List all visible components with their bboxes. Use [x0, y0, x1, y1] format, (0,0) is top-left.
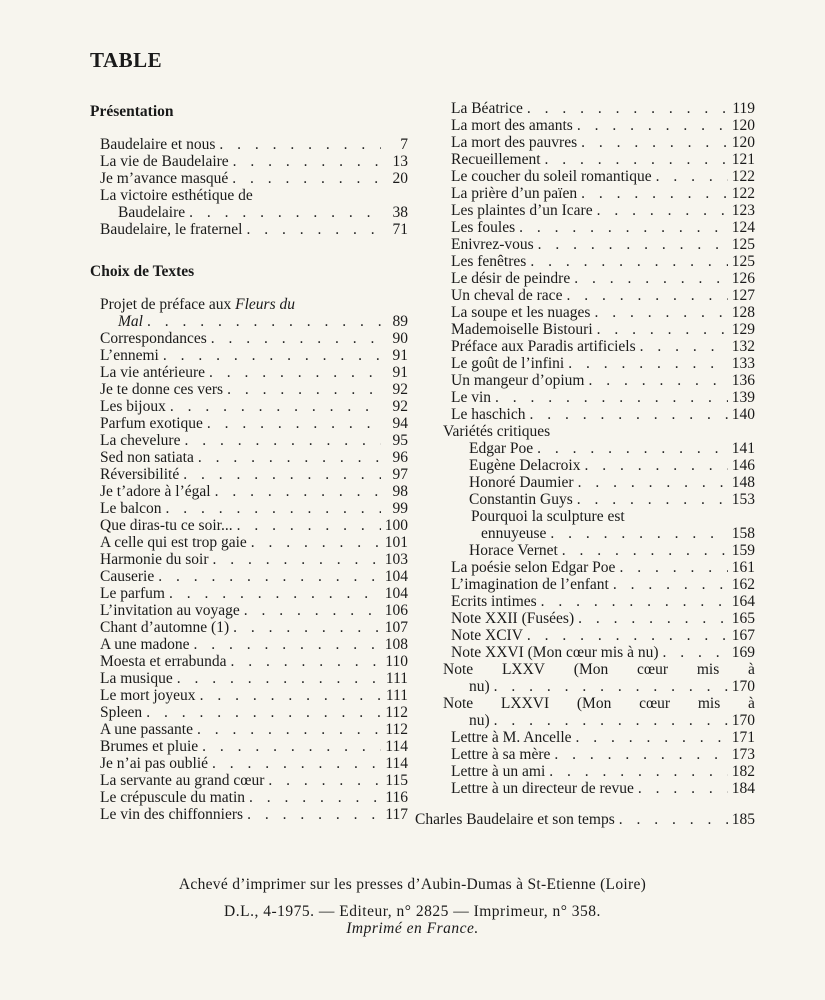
toc-entry: Eugène Delacroix . . . 146	[433, 457, 755, 474]
toc-entry-line1: Pourquoi la sculpture est	[471, 508, 625, 525]
toc-entry: La servante au grand cœur . . . 115	[90, 772, 408, 789]
toc-entry: ennuyeuse . . . 158	[433, 525, 755, 542]
toc-entry: L’ennemi . . . 91	[90, 347, 408, 364]
toc-entry: A une madone . . . 108	[90, 636, 408, 653]
toc-entry: Baudelaire et nous . . . 7	[90, 136, 408, 153]
toc-entry: Note XXVI (Mon cœur mis à nu) . . . 169	[433, 644, 755, 661]
toc-entry: La chevelure . . . 95	[90, 432, 408, 449]
toc-entry: La poésie selon Edgar Poe . . . 161	[433, 559, 755, 576]
toc-entry: Lettre à un directeur de revue . . . 184	[433, 780, 755, 797]
section-heading-choix-de-textes: Choix de Textes	[90, 263, 195, 280]
toc-entry: Mal . . . 89	[90, 313, 408, 330]
toc-entry: Les plaintes d’un Icare . . . 123	[433, 202, 755, 219]
toc-entry: Causerie . . . 104	[90, 568, 408, 585]
toc-entry: Je n’ai pas oublié . . . 114	[90, 755, 408, 772]
toc-entry: La mort des pauvres . . . 120	[433, 134, 755, 151]
toc-entry: Ecrits intimes . . . 164	[433, 593, 755, 610]
colophon-legal: D.L., 4-1975. — Editeur, n° 2825 — Imprimeur, n° 358.	[224, 903, 601, 920]
toc-entry: Brumes et pluie . . . 114	[90, 738, 408, 755]
toc-entry: Je m’avance masqué . . . 20	[90, 170, 408, 187]
toc-entry: Le haschich . . . 140	[433, 406, 755, 423]
toc-entry: Enivrez-vous . . . 125	[433, 236, 755, 253]
toc-entry: Horace Vernet . . . 159	[433, 542, 755, 559]
toc-entry: Le vin des chiffonniers . . . 117	[90, 806, 408, 823]
toc-entry-line1: Projet de préface aux Fleurs du	[100, 296, 295, 313]
toc-entry: Les fenêtres . . . 125	[433, 253, 755, 270]
toc-entry: nu) . . . 170	[433, 678, 755, 695]
toc-entry: La vie antérieure . . . 91	[90, 364, 408, 381]
toc-entry: Que diras-tu ce soir... . . . 100	[90, 517, 408, 534]
toc-entry: Baudelaire, le fraternel . . . 71	[90, 221, 408, 238]
toc-subheading-varietes: Variétés critiques	[443, 423, 551, 440]
toc-entry: Le coucher du soleil romantique . . . 122	[433, 168, 755, 185]
toc-entry: Correspondances . . . 90	[90, 330, 408, 347]
toc-entry: Note XXII (Fusées) . . . 165	[433, 610, 755, 627]
toc-entry: Harmonie du soir . . . 103	[90, 551, 408, 568]
toc-entry: Le crépuscule du matin . . . 116	[90, 789, 408, 806]
page-title: TABLE	[90, 48, 163, 72]
toc-entry: Un mangeur d’opium . . . 136	[433, 372, 755, 389]
toc-entry: Le parfum . . . 104	[90, 585, 408, 602]
toc-entry-line1: Note LXXVI (Mon cœur mis à	[443, 695, 755, 712]
toc-entry: La vie de Baudelaire . . . 13	[90, 153, 408, 170]
toc-entry: A celle qui est trop gaie . . . 101	[90, 534, 408, 551]
toc-entry: Réversibilité . . . 97	[90, 466, 408, 483]
toc-entry: Le mort joyeux . . . 111	[90, 687, 408, 704]
toc-entry: Moesta et errabunda . . . 110	[90, 653, 408, 670]
colophon-printer: Achevé d’imprimer sur les presses d’Aubin-Dumas à St-Etienne (Loire)	[178, 876, 647, 893]
toc-entry: L’imagination de l’enfant . . . 162	[433, 576, 755, 593]
toc-entry: La prière d’un païen . . . 122	[433, 185, 755, 202]
toc-entry-line1: La victoire esthétique de	[100, 187, 253, 204]
toc-entry: Lettre à M. Ancelle . . . 171	[433, 729, 755, 746]
toc-entry: La soupe et les nuages . . . 128	[433, 304, 755, 321]
toc-entry: La musique . . . 111	[90, 670, 408, 687]
toc-entry: La Béatrice . . . 119	[433, 100, 755, 117]
toc-entry: L’invitation au voyage . . . 106	[90, 602, 408, 619]
toc-entry: Note XCIV . . . 167	[433, 627, 755, 644]
toc-entry: Lettre à un ami . . . 182	[433, 763, 755, 780]
toc-entry: Le goût de l’infini . . . 133	[433, 355, 755, 372]
toc-entry: Honoré Daumier . . . 148	[433, 474, 755, 491]
toc-entry: Le vin . . . 139	[433, 389, 755, 406]
section-heading-presentation: Présentation	[90, 103, 174, 120]
toc-left-column	[90, 100, 408, 823]
toc-entry: Préface aux Paradis artificiels . . . 132	[433, 338, 755, 355]
toc-entry: Lettre à sa mère . . . 173	[433, 746, 755, 763]
toc-entry: Un cheval de race . . . 127	[433, 287, 755, 304]
toc-entry: nu) . . . 170	[433, 712, 755, 729]
toc-entry: Edgar Poe . . . 141	[433, 440, 755, 457]
toc-entry: Baudelaire . . . 38	[90, 204, 408, 221]
toc-entry: Parfum exotique . . . 94	[90, 415, 408, 432]
toc-entry: Chant d’automne (1) . . . 107	[90, 619, 408, 636]
toc-entry-last: Charles Baudelaire et son temps . . . 185	[415, 811, 755, 828]
toc-entry-line1: Note LXXV (Mon cœur mis à	[443, 661, 755, 678]
toc-entry: Les bijoux . . . 92	[90, 398, 408, 415]
toc-entry: Mademoiselle Bistouri . . . 129	[433, 321, 755, 338]
toc-right-column	[415, 100, 755, 828]
toc-entry: A une passante . . . 112	[90, 721, 408, 738]
toc-entry: Constantin Guys . . . 153	[433, 491, 755, 508]
toc-entry: Je te donne ces vers . . . 92	[90, 381, 408, 398]
toc-entry: Sed non satiata . . . 96	[90, 449, 408, 466]
toc-entry: Recueillement . . . 121	[433, 151, 755, 168]
toc-entry: Le désir de peindre . . . 126	[433, 270, 755, 287]
toc-entry: Spleen . . . 112	[90, 704, 408, 721]
toc-entry: Je t’adore à l’égal . . . 98	[90, 483, 408, 500]
colophon-country: Imprimé en France.	[346, 920, 479, 937]
toc-entry: Les foules . . . 124	[433, 219, 755, 236]
toc-entry: La mort des amants . . . 120	[433, 117, 755, 134]
toc-entry: Le balcon . . . 99	[90, 500, 408, 517]
